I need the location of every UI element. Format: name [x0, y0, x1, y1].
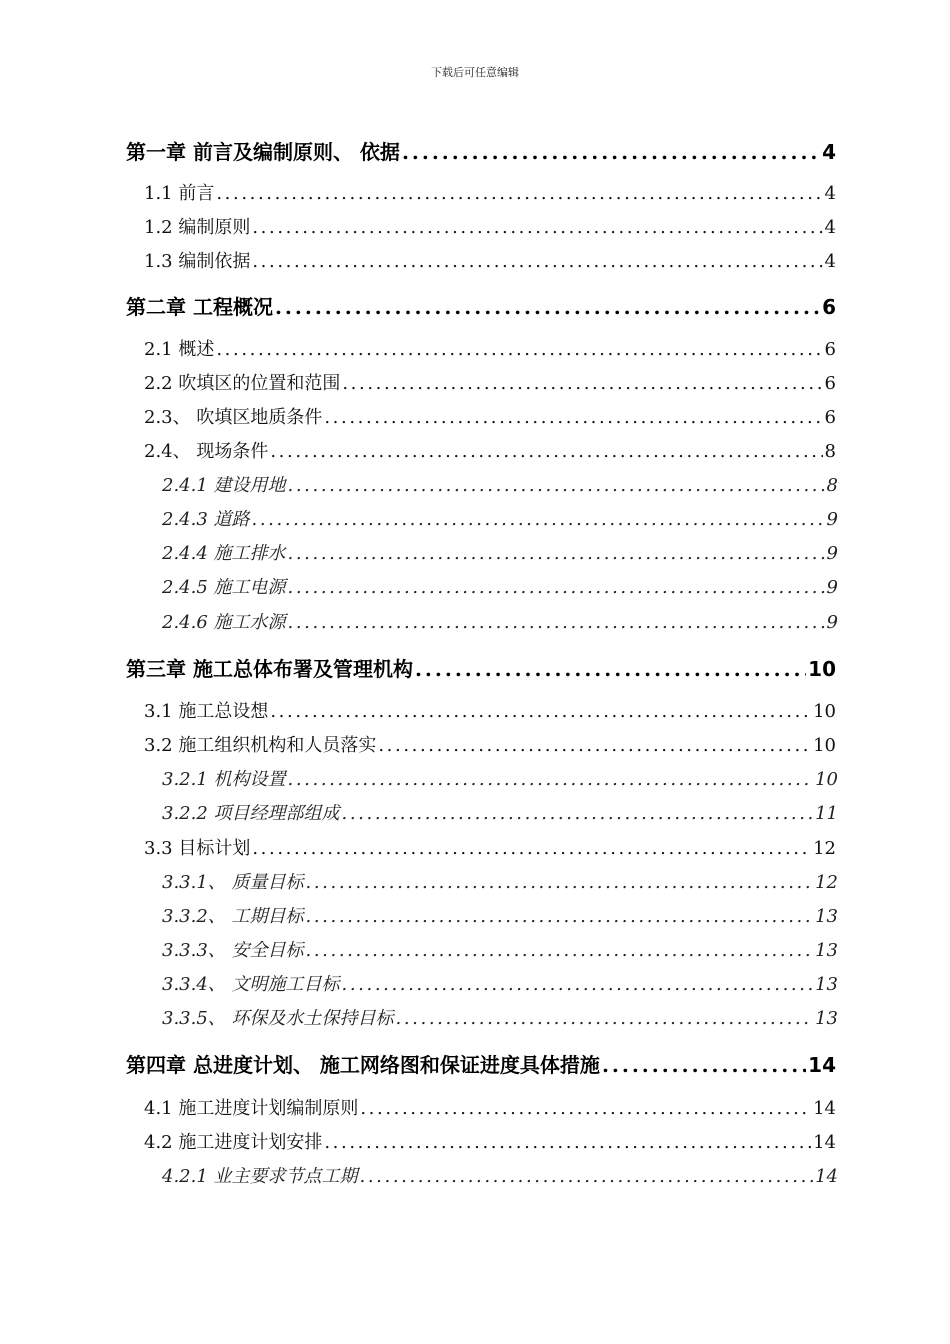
toc-page-number: 9 [826, 612, 838, 633]
toc-entry-level-3[interactable] [162, 1162, 838, 1188]
toc-entry-level-1[interactable] [126, 653, 836, 682]
toc-page-number: 6 [824, 407, 836, 428]
page-header: 下载后可任意编辑 [431, 66, 519, 79]
toc-dot-leader [288, 577, 825, 598]
toc-entry-title: 3.3.1、 质量目标 [162, 872, 304, 893]
toc-entry-level-2[interactable] [144, 731, 836, 757]
toc-entry-level-3[interactable] [162, 970, 838, 996]
toc-dot-leader [275, 295, 820, 319]
toc-page-number: 11 [815, 803, 838, 824]
toc-dot-leader [288, 543, 825, 564]
toc-entry-level-2[interactable] [144, 403, 836, 429]
toc-entry-title: 4.1 施工进度计划编制原则 [144, 1098, 359, 1119]
toc-dot-leader [252, 251, 822, 272]
toc-page-number: 9 [826, 509, 838, 530]
toc-entry-title: 3.3.5、 环保及水土保持目标 [162, 1008, 394, 1029]
toc-page-number: 10 [815, 769, 838, 790]
toc-entry-level-3[interactable] [162, 505, 838, 531]
toc-page-number: 6 [824, 373, 836, 394]
toc-dot-leader [396, 1008, 814, 1029]
toc-entry-title: 4.2.1 业主要求节点工期 [162, 1166, 358, 1187]
toc-page-number: 14 [813, 1132, 836, 1153]
toc-entry-level-3[interactable] [162, 799, 838, 825]
toc-entry-level-3[interactable] [162, 765, 838, 791]
toc-page-number: 14 [808, 1053, 836, 1077]
toc-entry-level-3[interactable] [162, 539, 838, 565]
toc-dot-leader [342, 373, 822, 394]
toc-entry-title: 1.3 编制依据 [144, 251, 251, 272]
toc-entry-title: 1.2 编制原则 [144, 217, 251, 238]
toc-dot-leader [288, 475, 825, 496]
toc-entry-title: 2.3、 吹填区地质条件 [144, 407, 323, 428]
toc-dot-leader [252, 217, 822, 238]
toc-entry-level-3[interactable] [162, 902, 838, 928]
toc-entry-level-2[interactable] [144, 335, 836, 361]
toc-entry-level-2[interactable] [144, 179, 836, 205]
toc-dot-leader [602, 1053, 806, 1077]
toc-entry-level-2[interactable] [144, 213, 836, 239]
toc-entry-title: 3.2.1 机构设置 [162, 769, 286, 790]
toc-dot-leader [402, 140, 820, 164]
toc-page-number: 4 [824, 183, 836, 204]
toc-page-number: 13 [815, 940, 838, 961]
toc-entry-level-3[interactable] [162, 936, 838, 962]
toc-dot-leader [252, 509, 825, 530]
toc-page-number: 4 [824, 251, 836, 272]
toc-entry-title: 2.4.5 施工电源 [162, 577, 286, 598]
toc-entry-title: 3.3.3、 安全目标 [162, 940, 304, 961]
toc-entry-level-3[interactable] [162, 1004, 838, 1030]
toc-entry-title: 第二章 工程概况 [126, 295, 273, 319]
toc-entry-title: 2.4、 现场条件 [144, 441, 269, 462]
toc-entry-title: 3.1 施工总设想 [144, 701, 269, 722]
toc-page-number: 13 [815, 1008, 838, 1029]
toc-dot-leader [270, 701, 811, 722]
toc-entry-level-2[interactable] [144, 834, 836, 860]
toc-page-number: 14 [813, 1098, 836, 1119]
toc-entry-title: 第一章 前言及编制原则、 依据 [126, 140, 400, 164]
toc-dot-leader [306, 940, 814, 961]
toc-entry-title: 2.4.3 道路 [162, 509, 250, 530]
toc-page-number: 10 [808, 657, 836, 681]
toc-dot-leader [324, 407, 822, 428]
toc-dot-leader [324, 1132, 811, 1153]
toc-page-number: 6 [822, 295, 836, 319]
toc-page-number: 9 [826, 543, 838, 564]
toc-entry-title: 2.4.4 施工排水 [162, 543, 286, 564]
toc-entry-title: 3.2 施工组织机构和人员落实 [144, 735, 377, 756]
toc-dot-leader [270, 441, 822, 462]
toc-entry-title: 2.2 吹填区的位置和范围 [144, 373, 341, 394]
toc-page-number: 9 [826, 577, 838, 598]
toc-page-number: 8 [824, 441, 836, 462]
toc-page-number: 8 [826, 475, 838, 496]
toc-entry-level-2[interactable] [144, 1094, 836, 1120]
toc-entry-title: 2.4.1 建设用地 [162, 475, 286, 496]
toc-dot-leader [288, 612, 825, 633]
toc-entry-level-1[interactable] [126, 1049, 836, 1078]
toc-dot-leader [415, 657, 806, 681]
toc-entry-title: 3.2.2 项目经理部组成 [162, 803, 340, 824]
toc-entry-title: 2.4.6 施工水源 [162, 612, 286, 633]
toc-page-number: 14 [815, 1166, 838, 1187]
toc-dot-leader [288, 769, 814, 790]
toc-page-number: 12 [813, 838, 836, 859]
toc-page-number: 10 [813, 735, 836, 756]
toc-entry-level-3[interactable] [162, 573, 838, 599]
toc-page-number: 12 [815, 872, 838, 893]
toc-entry-level-1[interactable] [126, 291, 836, 320]
toc-dot-leader [378, 735, 811, 756]
toc-entry-level-2[interactable] [144, 437, 836, 463]
toc-entry-level-2[interactable] [144, 247, 836, 273]
toc-entry-title: 4.2 施工进度计划安排 [144, 1132, 323, 1153]
toc-dot-leader [216, 339, 822, 360]
toc-entry-level-2[interactable] [144, 369, 836, 395]
toc-entry-level-1[interactable] [126, 136, 836, 165]
toc-entry-title: 1.1 前言 [144, 183, 215, 204]
toc-dot-leader [216, 183, 822, 204]
toc-entry-title: 第四章 总进度计划、 施工网络图和保证进度具体措施 [126, 1053, 600, 1077]
toc-dot-leader [342, 974, 814, 995]
toc-entry-title: 2.1 概述 [144, 339, 215, 360]
toc-entry-level-2[interactable] [144, 697, 836, 723]
toc-dot-leader [306, 906, 814, 927]
toc-page-number: 4 [824, 217, 836, 238]
toc-entry-level-3[interactable] [162, 608, 838, 634]
toc-entry-title: 3.3.4、 文明施工目标 [162, 974, 340, 995]
toc-entry-level-3[interactable] [162, 471, 838, 497]
toc-dot-leader [360, 1098, 811, 1119]
toc-dot-leader [342, 803, 814, 824]
toc-page-number: 10 [813, 701, 836, 722]
toc-entry-level-3[interactable] [162, 868, 838, 894]
toc-entry-title: 3.3.2、 工期目标 [162, 906, 304, 927]
toc-dot-leader [252, 838, 811, 859]
toc-page-number: 6 [824, 339, 836, 360]
toc-page-number: 13 [815, 906, 838, 927]
toc-page-number: 4 [822, 140, 836, 164]
toc-page-number: 13 [815, 974, 838, 995]
toc-dot-leader [360, 1166, 814, 1187]
toc-entry-title: 3.3 目标计划 [144, 838, 251, 859]
toc-entry-title: 第三章 施工总体布署及管理机构 [126, 657, 413, 681]
toc-entry-level-2[interactable] [144, 1128, 836, 1154]
toc-dot-leader [306, 872, 814, 893]
